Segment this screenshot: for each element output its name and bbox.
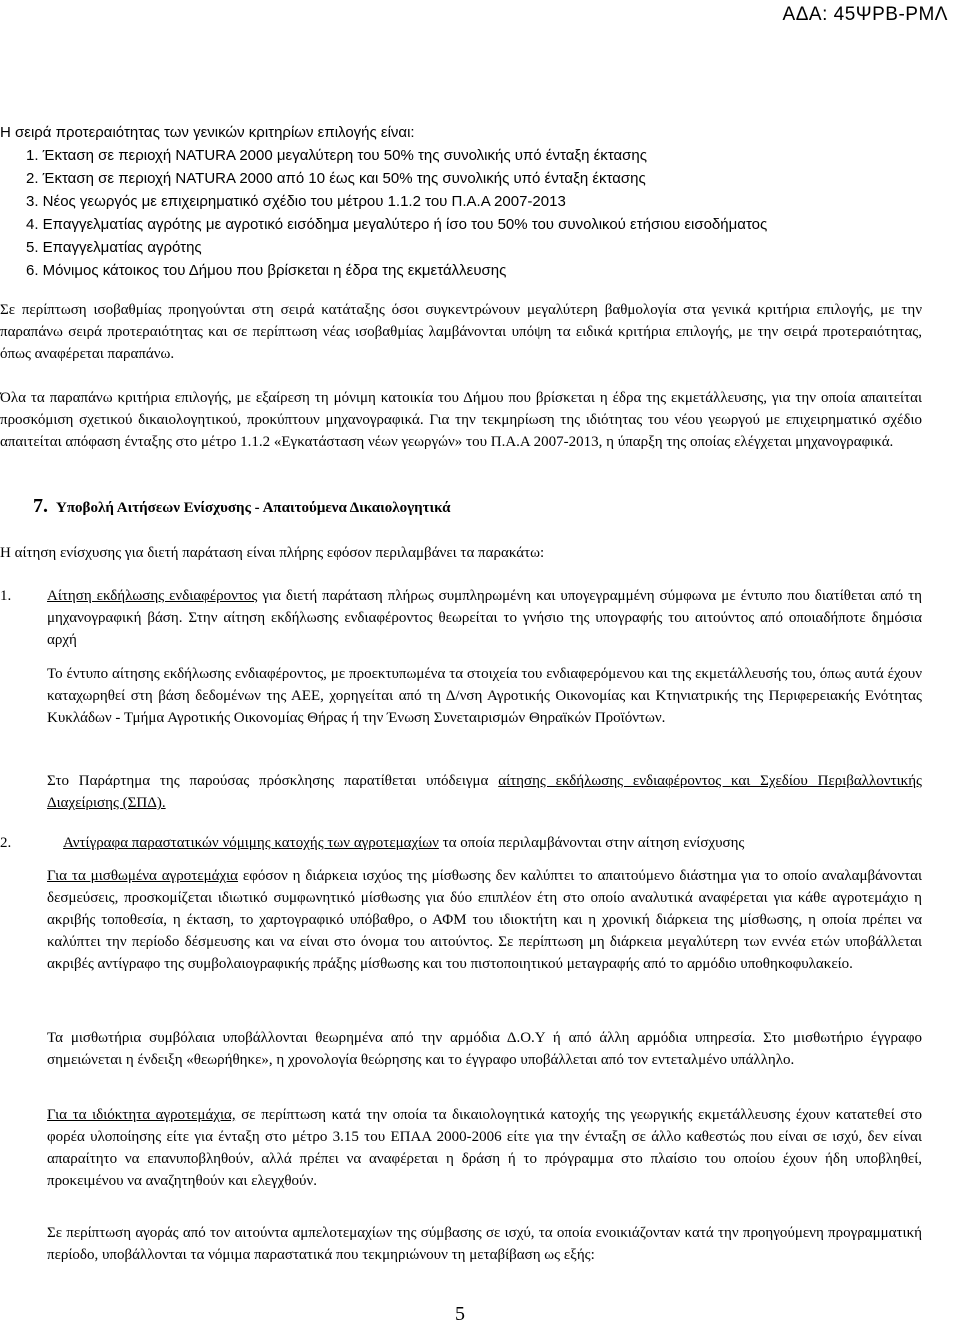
item2-leased-link: Για τα μισθωμένα αγροτεμάχια: [47, 868, 239, 884]
item-number: 1.: [0, 588, 12, 604]
priority-item: 3. Νέος γεωργός με επιχειρηματικό σχέδιο του μέτρου 1.1.2 του Π.Α.Α 2007-2013: [26, 193, 566, 210]
priority-intro: Η σειρά προτεραιότητας των γενικών κριτηρίων επιλογής είναι:: [0, 124, 415, 141]
item1-paragraph: [47, 585, 922, 651]
item2-contracts-paragraph: Τα μισθωτήρια συμβόλαια υποβάλλονται θεωρημένα από την αρμόδια Δ.Ο.Υ ή από άλλη αρμόδια υπηρεσία. Στο μισθωτήριο έγγραφο σημειώνεται η ένδειξη «θεωρήθηκε», η χρονολογία θεώρησης και το έγγραφο υποβάλλεται από τον εντεταλμένο υπάλληλο.: [47, 1030, 922, 1068]
tie-paragraph: Σε περίπτωση ισοβαθμίας προηγούνται στη σειρά κατάταξης όσοι συγκεντρώνουν μεγαλύτερη βαθμολογία στα γενικά κριτήρια επιλογής, με την παραπάνω σειρά προτεραιότητας και σε περίπτωση νέας ισοβαθμίας λαμβάνονται υπόψη τα ειδικά κριτήρια επιλογής, με την σειρά προτεραιότητας, όπως αναφέρεται παραπάνω.: [0, 302, 922, 362]
item2-heading: [63, 835, 744, 852]
item2-owned-link: Για τα ιδιόκτητα αγροτεμάχια,: [47, 1107, 236, 1123]
section-title: Υποβολή Αιτήσεων Ενίσχυσης - Απαιτούμενα Δικαιολογητικά: [56, 500, 451, 516]
section-heading: [33, 495, 450, 518]
criteria-paragraph: Όλα τα παραπάνω κριτήρια επιλογής, με εξαίρεση τη μόνιμη κατοικία του Δήμου που βρίσκεται η έδρα της εκμετάλλευσης, για την οποία απαιτείται προσκόμιση σχετικού δικαιολογητικού, προκύπτουν μηχανογραφικά. Για την τεκμηρίωση της ιδιότητας του νέου γεωργού με επιχειρηματικό σχέδιο απαιτείται απόφαση ένταξης στο μέτρο 1.1.2 «Εγκατάσταση νέων γεωργών» του Π.Α.Α 2007-2013, η ύπαρξη της οποίας ελέγχεται μηχανογραφικά.: [0, 390, 922, 450]
item-number: 2.: [0, 835, 12, 851]
item2-purchase-paragraph: Σε περίπτωση αγοράς από τον αιτούντα αμπελοτεμαχίων της σύμβασης σε ισχύ, τα οποία ενοικιάζονταν κατά την προηγούμενη προγραμματική περίοδο, υποβάλλονται τα νόμιμα παραστατικά που τεκμηριώνουν τη μεταβίβαση ως εξής:: [47, 1225, 922, 1263]
item2-owned-text: σε περίπτωση κατά την οποία τα δικαιολογητικά κατοχής της γεωργικής εκμετάλλευσης έχουν κατατεθεί στο φορέα υλοποίησης είτε για ένταξη στο μέτρο 3.15 του ΕΠΑΑ 2000-2006 είτε για την ένταξη σε άλλο καθεστώς που είναι σε ισχύ, δεν είναι απαραίτητο να επανυποβληθούν, αλλά πρέπει να αναφέρεται η δράση ή το πρόγραμμα στο πλαίσιο του οποίου έχουν ήδη υποβληθεί, προκειμένου να αναζητηθούν και ελεγχθούν.: [47, 1107, 922, 1189]
priority-item: 4. Επαγγελματίας αγρότης με αγροτικό εισόδημα μεγαλύτερο ή ίσο του 50% του συνολικού ετήσιου εισοδήματος: [26, 216, 768, 233]
item1-annex-link: αίτησης εκδήλωσης ενδιαφέροντος και Σχεδίου Περιβαλλοντικής Διαχείρισης (ΣΠΔ).: [47, 773, 922, 811]
item2-text: τα οποία περιλαμβάνονται στην αίτηση ενίσχυσης: [438, 835, 745, 851]
section-intro: Η αίτηση ενίσχυσης για διετή παράταση είναι πλήρης εφόσον περιλαμβάνει τα παρακάτω:: [0, 545, 545, 561]
item2-leased-paragraph: [47, 865, 922, 975]
item2-leased-text: εφόσον η διάρκεια ισχύος της μίσθωσης δεν καλύπτει το απαιτούμενο διάστημα για το οποίο αναλαμβάνονται δεσμεύσεις, προσκομίζεται ιδιωτικό συμφωνητικό μίσθωσης για δύο επιπλέον έτη στο οποίο αναλυτικά αναφέρεται για κάθε αγροτεμάχιο η ακριβής τοποθεσία, η έκταση, το χαρτογραφικό υπόβαθρο, ο ΑΦΜ του ιδιοκτήτη και η χρονική διάρκεια της μίσθωσης, η οποία πρέπει να καλύπτει την περίοδο δέσμευσης και να είναι στο όνομα του αιτούντος. Σε περίπτωση μη διάρκεια μεγαλύτερη των εννέα ετών υποβάλλεται ακριβές αντίγραφο της συμβολαιογραφικής πράξης μίσθωσης και του πιστοποιητικού μεταγραφής από το αρμόδιο υποθηκοφυλακείο.: [47, 868, 923, 972]
priority-item: 2. Έκταση σε περιοχή NATURA 2000 από 10 έως και 50% της συνολικής υπό ένταξη έκτασης: [26, 170, 646, 187]
item1-link: Αίτηση εκδήλωσης ενδιαφέροντος: [47, 588, 258, 604]
priority-item: 5. Επαγγελματίας αγρότης: [26, 239, 202, 256]
page-number: 5: [455, 1303, 465, 1325]
item1-text: για διετή παράταση πλήρως συμπληρωμένη και υπογεγραμμένη σύμφωνα με έντυπο που διατίθεται από τη μηχανογραφική βάση. Στην αίτηση εκδήλωσης ενδιαφέροντος θεωρείται το γνήσιο της υπογραφής του αιτούντος από οποιαδήποτε δημόσια αρχή: [47, 588, 922, 648]
item2-link: Αντίγραφα παραστατικών νόμιμης κατοχής των αγροτεμαχίων: [63, 835, 439, 851]
section-number: 7.: [33, 495, 48, 517]
ada-code: ΑΔΑ: 45ΨΡΒ-ΡΜΛ: [782, 4, 948, 25]
priority-item: 6. Μόνιμος κάτοικος του Δήμου που βρίσκεται η έδρα της εκμετάλλευσης: [26, 262, 507, 279]
item1-annex-text: Στο Παράρτημα της παρούσας πρόσκλησης παρατίθεται υπόδειγμα: [47, 773, 499, 789]
priority-item: 1. Έκταση σε περιοχή NATURA 2000 μεγαλύτερη του 50% της συνολικής υπό ένταξη έκτασης: [26, 147, 647, 164]
item2-owned-paragraph: [47, 1104, 922, 1192]
item1-annex-paragraph: [47, 770, 922, 814]
item1-form-paragraph: Το έντυπο αίτησης εκδήλωσης ενδιαφέροντος, με προεκτυπωμένα τα στοιχεία του ενδιαφερόμενου και της εκμετάλλευσής του, όπως αυτά έχουν καταχωρηθεί στη βάση δεδομένων της ΑΕΕ, χορηγείται από τη Δ/νση Αγροτικής Οικονομίας και Κτηνιατρικής της Περιφερειακής Ενότητας Κυκλάδων - Τμήμα Αγροτικής Οικονομίας Θήρας ή την Ένωση Συνεταιρισμών Θηραϊκών Προϊόντων.: [47, 666, 922, 726]
